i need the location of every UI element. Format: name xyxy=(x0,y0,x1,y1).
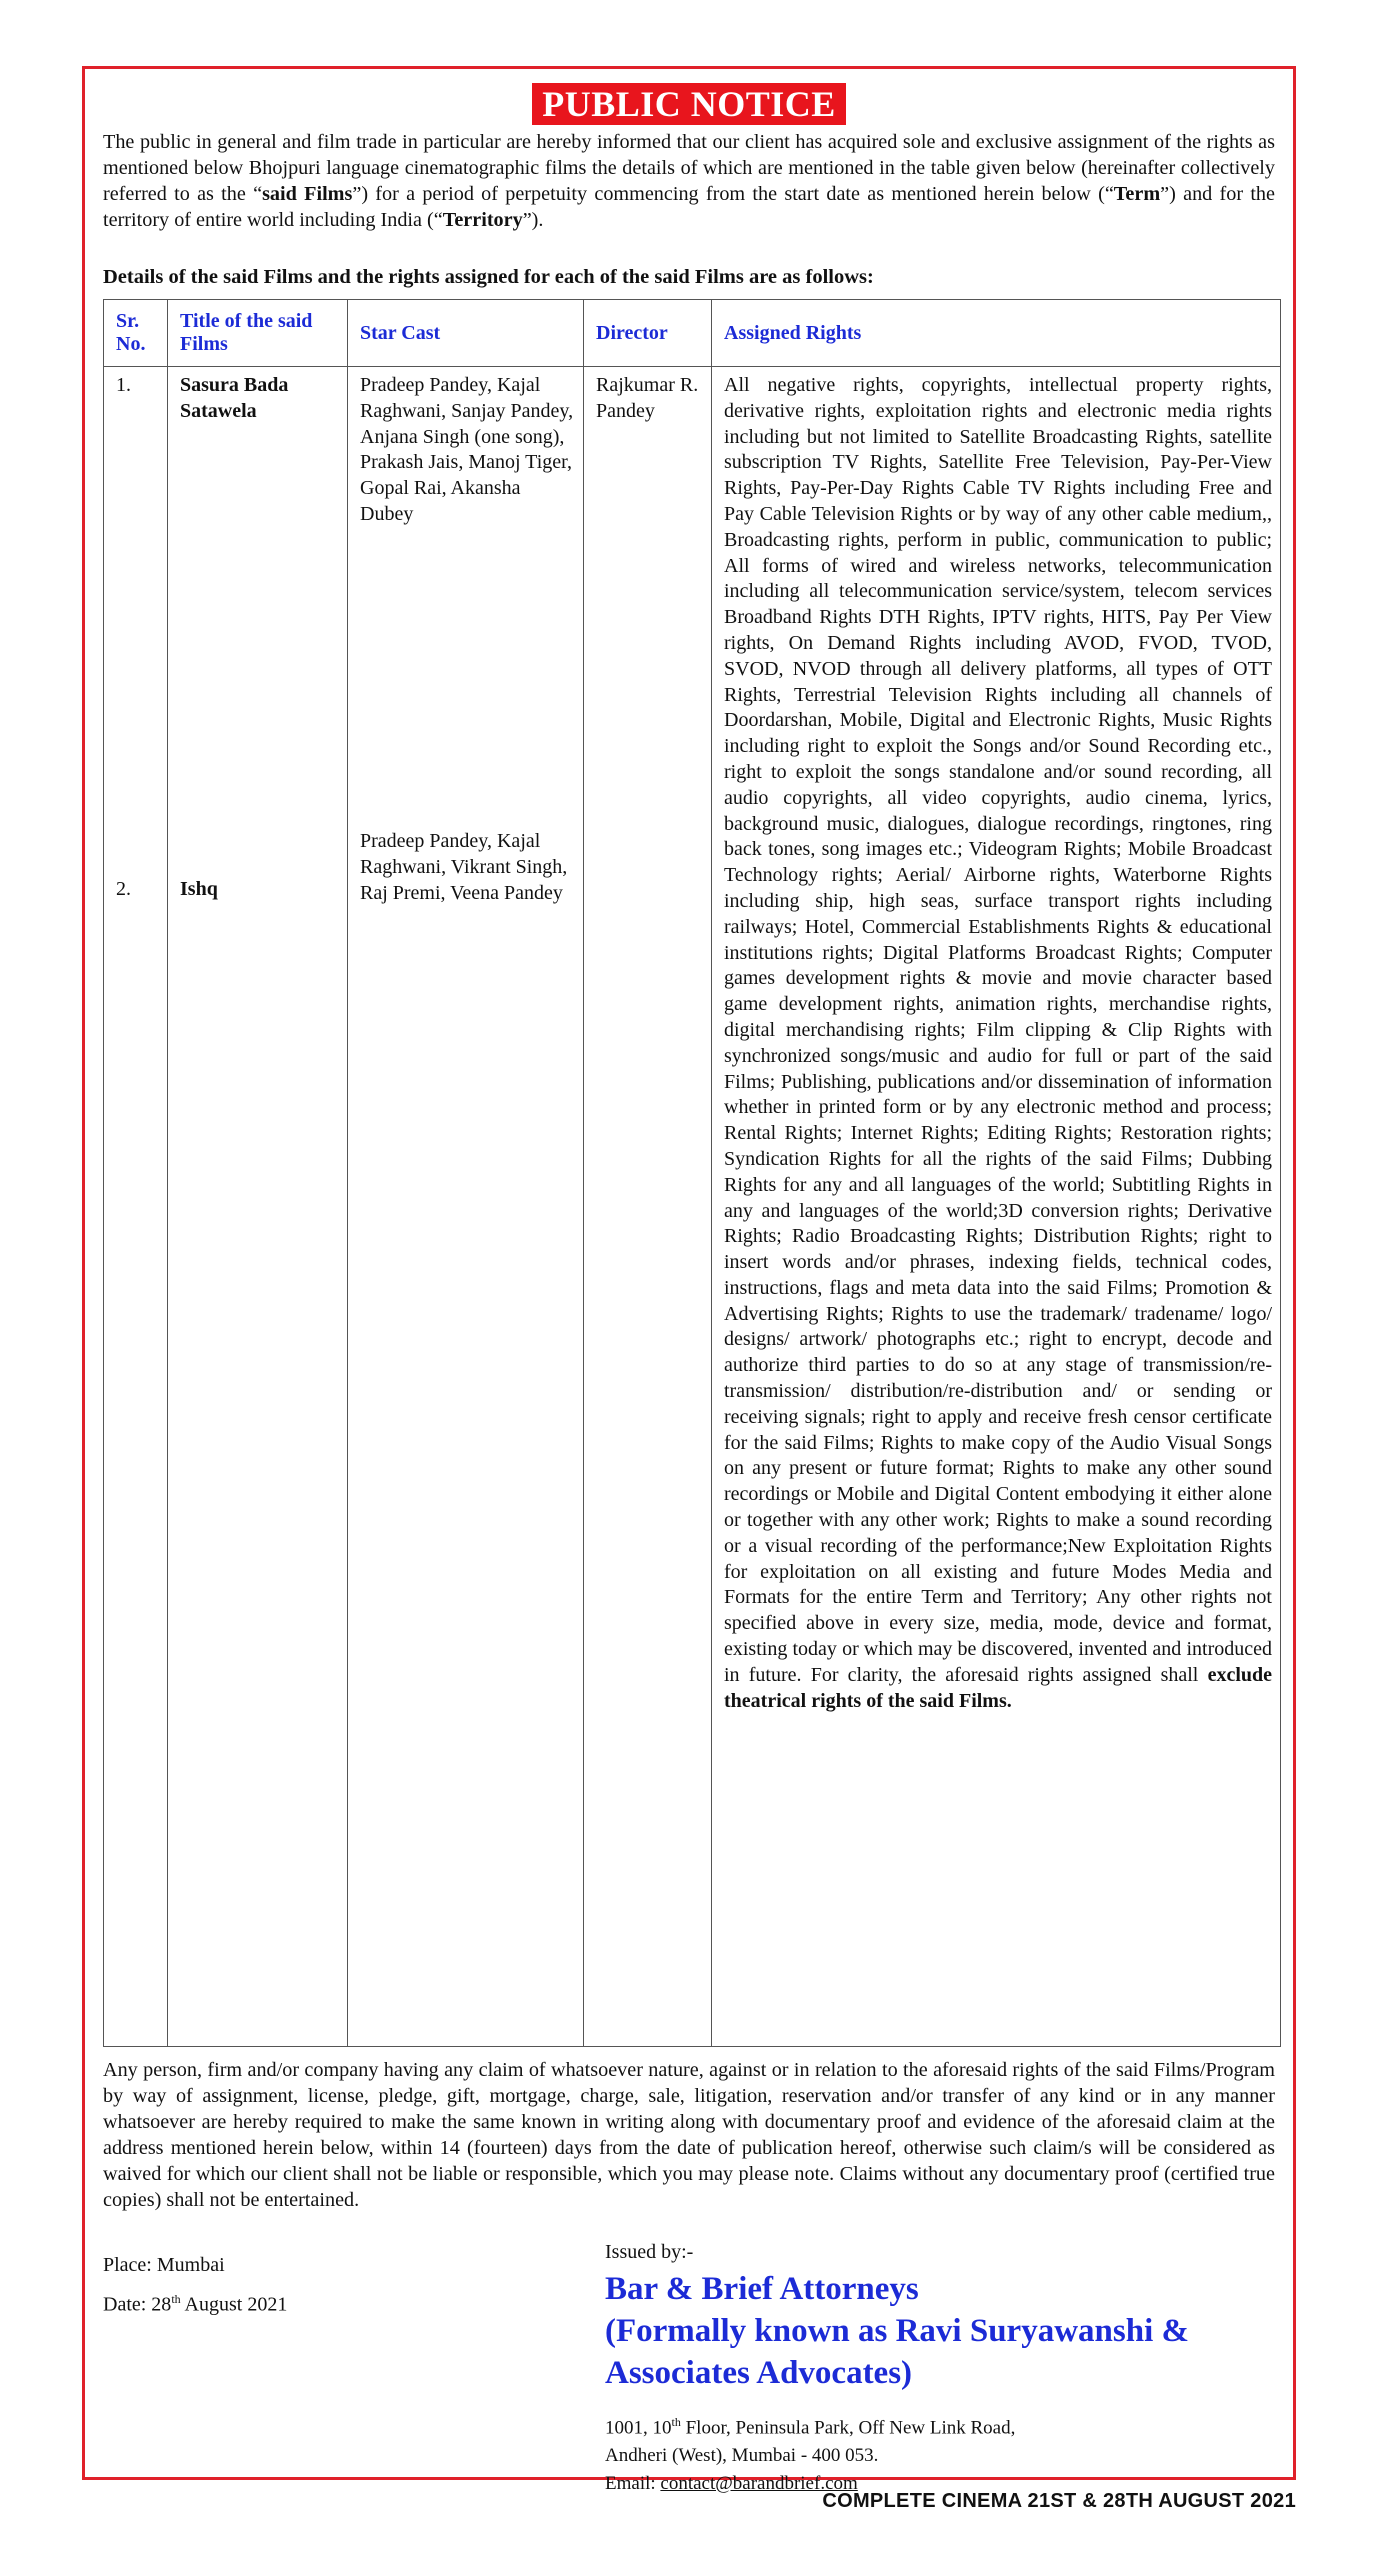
firm-name: Bar & Brief Attorneys (Formally known as Ravi Suryawanshi & Associates Advocates) xyxy=(605,2271,1189,2391)
film-2-title: Ishq xyxy=(180,878,218,900)
cast-cell xyxy=(348,367,584,2047)
header-star-cast: Star Cast xyxy=(348,300,584,367)
header-title: Title of the said Films xyxy=(168,300,348,367)
film-2-cast: Pradeep Pandey, Kajal Raghwani, Vikrant Singh, Raj Premi, Veena Pandey xyxy=(360,830,568,904)
issued-by-label: Issued by:- xyxy=(605,2241,694,2263)
date: Date: 28th August 2021 xyxy=(103,2292,288,2316)
films-table xyxy=(103,299,1281,2047)
film-1-title: Sasura Bada Satawela xyxy=(180,374,289,422)
address-line-1: 1001, 10th Floor, Peninsula Park, Off New Link Road, xyxy=(605,2415,1016,2439)
email-line: Email: contact@barandbrief.com xyxy=(605,2473,858,2495)
assigned-rights-cell: All negative rights, copyrights, intellectual property rights, derivative rights, exploitation rights and electronic media rights including but not limited to Satellite Broadcasting Rights, satellite subscription TV Rights, Satellite Free Television, Pay-Per-View Rights, Pay-Per-Day Rights Cable TV Rights including Free and Pay Cable Television Rights or by way of any other cable medium,, Broadcasting rights, perform in public, communication to public; All forms of wired and wireless networks, telecommunication including all telecommunication service/system, telecom services Broadband Rights DTH Rights, IPTV rights, HITS, Pay Per View rights, On Demand Rights including AVOD, FVOD, TVOD, SVOD, NVOD through all delivery platforms, all types of OTT Rights, Terrestrial Television Rights including all channels of Doordarshan, Mobile, Digital and Electronic Rights, Music Rights including right to exploit the Songs and/or Sound Recording etc., right to exploit the songs standalone and/or sound recording, all audio copyrights, all video copyrights, audio cinema, lyrics, background music, dialogues, dialogue recordings, ringtones, ring back tones, song images etc.; Videogram Rights; Mobile Broadcast Technology rights; Aerial/ Airborne rights, Waterborne Rights including ship, high seas, surface transport rights including railways; Hotel, Commercial Establishments Rights & educational institutions rights; Digital Platforms Broadcast Rights; Computer games development rights & movie and movie character based game development rights, animation rights, merchandise rights, digital merchandising rights; Film clipping & Clip Rights with synchronized songs/music and audio for full or part of the said Films; Publishing, publications and/or dissemination of information whether in printed form or by any electronic method and process; Rental Rights; Internet Rights; Editing Rights; Restoration rights; Syndication Rights for all the rights of the said Films; Dubbing Rights for any and all languages of the world; Subtitling Rights in any and languages of the world;3D conversion rights; Derivative Rights; Radio Broadcasting Rights; Distribution Rights; right to insert words and/or phrases, indexing fields, technical codes, instructions, flags and meta data into the said Films; Promotion & Advertising Rights; Rights to use the trademark/ tradename/ logo/ designs/ artwork/ photographs etc.; right to encrypt, decode and authorize third parties to do so at any stage of transmission/re-transmission/ distribution/re-distribution and/ or sending or receiving signals; right to apply and receive fresh censor certificate for the said Films; Rights to make copy of the Audio Visual Songs on any present or future format; Rights to make any other sound recordings or Mobile and Digital Content embodying it either alone or together with any other work; Rights to make a sound recording or a visual recording of the performance;New Exploitation Rights for exploitation on all existing and future Modes Media and Formats for the entire Term and Territory; Any other rights not specified above in every size, media, mode, device and format, existing today or which may be discovered, invented and introduced in future. For clarity, the aforesaid rights assigned shall exclude theatrical rights of the said Films. xyxy=(712,367,1281,2047)
table-row xyxy=(104,367,1281,2047)
film-2-sr: 2. xyxy=(116,878,131,900)
notice-title: PUBLIC NOTICE xyxy=(532,83,846,125)
claims-paragraph: Any person, firm and/or company having any claim of whatsoever nature, against or in relation to the aforesaid rights of the said Films/Program by way of assignment, license, pledge, gift, mortgage, charge, sale, litigation, reservation and/or transfer of any kind or in any manner whatsoever are hereby required to make the same known in writing along with documentary proof and evidence of the aforesaid claim at the address mentioned herein below, within 14 (fourteen) days from the date of publication hereof, otherwise such claim/s will be considered as waived for which our client shall not be liable or responsible, which you may please note. Claims without any documentary proof (certified true copies) shall not be entertained. xyxy=(103,2059,1275,2211)
film-1-director: Rajkumar R. Pandey xyxy=(596,374,699,422)
header-assigned-rights: Assigned Rights xyxy=(712,300,1281,367)
director-cell xyxy=(584,367,712,2047)
notice-frame xyxy=(82,66,1296,2495)
details-heading: Details of the said Films and the rights assigned for each of the said Films are as follows: xyxy=(103,266,874,288)
header-sr-no: Sr. No. xyxy=(104,300,168,367)
film-1-cast: Pradeep Pandey, Kajal Raghwani, Sanjay Pandey, Anjana Singh (one song), Prakash Jais, Manoj Tiger, Gopal Rai, Akansha Dubey xyxy=(360,374,574,525)
publication-footer: COMPLETE CINEMA 21ST & 28TH AUGUST 2021 xyxy=(822,2490,1296,2512)
sr-cell xyxy=(104,367,168,2047)
intro-paragraph: The public in general and film trade in particular are hereby informed that our client has acquired sole and exclusive assignment of the rights as mentioned below Bhojpuri language cinematographic films the details of which are mentioned in the table given below (hereinafter collectively referred to as the “said Films”) for a period of perpetuity commencing from the start date as mentioned herein below (“Term”) and for the territory of entire world including India (“Territory”). xyxy=(103,131,1275,231)
table-header-row xyxy=(104,300,1281,367)
email-link[interactable]: contact@barandbrief.com xyxy=(660,2473,858,2495)
film-1-sr: 1. xyxy=(116,374,131,396)
title-cell xyxy=(168,367,348,2047)
address-line-2: Andheri (West), Mumbai - 400 053. xyxy=(605,2445,879,2467)
firm-address xyxy=(605,2408,1015,2498)
place: Place: Mumbai xyxy=(103,2254,225,2276)
header-director: Director xyxy=(584,300,712,367)
